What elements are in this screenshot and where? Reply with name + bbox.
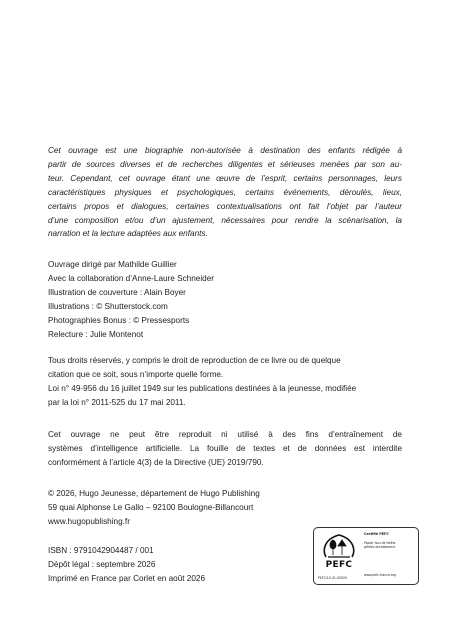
- printer-info: Imprimé en France par Corlet en août 2026: [48, 573, 206, 583]
- pefc-description: [364, 541, 414, 549]
- disclaimer-line: d’une composition et/ou d’un ajustement, nécessaires pour rendre la scénarisation, la: [48, 215, 402, 225]
- credit-cover-illustration: Illustration de couverture : Alain Boyer: [48, 287, 186, 297]
- credit-photographs: Photographies Bonus : © Pressesports: [48, 315, 190, 325]
- pefc-code: PEFC/10-31-00009: [318, 576, 347, 580]
- credit-collaboration: Avec la collaboration d’Anne-Laure Schneider: [48, 273, 214, 283]
- credits-list: [48, 258, 402, 341]
- disclaimer-paragraph: [48, 144, 402, 241]
- pefc-description-line: Papier issu de forêts: [364, 541, 396, 545]
- credit-editor: Ouvrage dirigé par Mathilde Guillier: [48, 260, 177, 269]
- disclaimer-line: certains propos et dialogues, certaines contextualisations ont fait l’objet par l’auteur: [48, 201, 402, 211]
- publisher-website: www.hugopublishing.fr: [48, 516, 130, 526]
- publisher-copyright: © 2026, Hugo Jeunesse, département de Hugo Publishing: [48, 489, 260, 498]
- publisher-address: 59 quai Alphonse Le Gallo – 92100 Boulogne-Billancourt: [48, 502, 254, 512]
- disclaimer-line: narration et la lecture adaptées aux enfants.: [48, 229, 208, 239]
- rights-paragraph: [48, 354, 402, 410]
- ai-training-notice: [48, 428, 402, 470]
- rights-line: Loi n° 49-956 du 16 juillet 1949 sur les publications destinées à la jeunesse, modifiée: [48, 383, 357, 393]
- disclaimer-line: Cet ouvrage est une biographie non-autorisée à destination des enfants rédigée à: [48, 146, 402, 155]
- pefc-description-line: gérées durablement: [364, 545, 396, 549]
- ai-notice-line: conformément à l’article 4(3) de la Directive (UE) 2019/790.: [48, 457, 264, 467]
- pefc-certification-label: [313, 527, 419, 585]
- pefc-url: www.pefc-france.org: [364, 573, 396, 577]
- pefc-trees-icon: [320, 533, 358, 559]
- disclaimer-line: partir de sources diverses et de recherches diligentes et sérieuses menées par son au-: [48, 159, 402, 169]
- pefc-logo: [320, 533, 358, 575]
- legal-deposit: Dépôt légal : septembre 2026: [48, 559, 156, 569]
- ai-notice-line: Cet ouvrage ne peut être reproduit ni utilisé à des fins d’entraînement de: [48, 430, 402, 439]
- rights-line: citation que ce soit, sous n’importe quelle forme.: [48, 369, 224, 379]
- disclaimer-line: teur. Cependant, cet ouvrage étant une œuvre de l’esprit, certains personnages, leurs: [48, 173, 402, 183]
- disclaimer-line: caractéristiques physiques et psychologiques, certains événements, déroulés, lieux,: [48, 187, 402, 197]
- pefc-wordmark: PEFC: [325, 560, 353, 570]
- credit-proofreading: Relecture : Julie Montenot: [48, 329, 144, 339]
- rights-line: par la loi n° 2011-525 du 17 mai 2011.: [48, 397, 186, 407]
- isbn: ISBN : 9791042904487 / 001: [48, 546, 154, 555]
- credit-illustrations: Illustrations : © Shutterstock.com: [48, 301, 168, 311]
- pefc-certified-heading: Certifié PEFC: [364, 532, 389, 536]
- ai-notice-line: systèmes d’intelligence artificielle. La fouille de textes et de données est interdite: [48, 443, 402, 453]
- publisher-info: [48, 487, 402, 529]
- rights-line: Tous droits réservés, y compris le droit de reproduction de ce livre ou de quelque: [48, 356, 341, 365]
